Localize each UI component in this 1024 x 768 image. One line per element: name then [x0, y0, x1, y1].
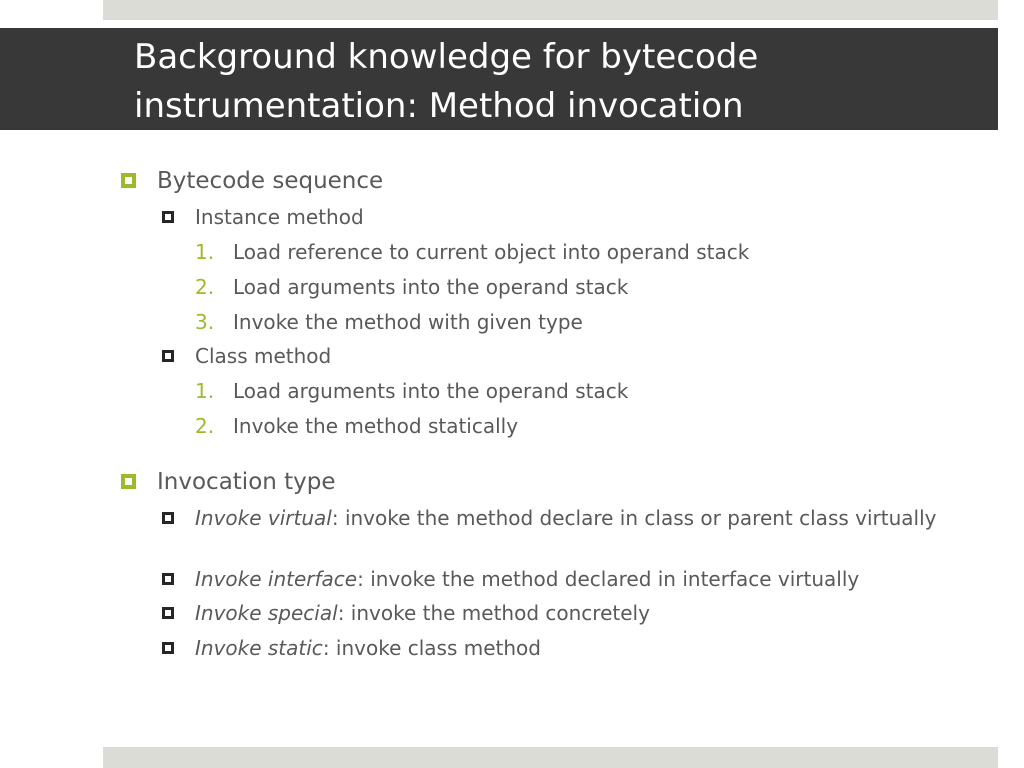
square-bullet-icon: [121, 474, 136, 489]
invocation-item-description: : invoke the method declared in interface virtually: [357, 567, 860, 591]
square-bullet-icon: [121, 173, 136, 188]
bottom-accent-bar: [103, 747, 998, 768]
invocation-item-description: : invoke the method concretely: [337, 601, 650, 625]
invocation-item-description: : invoke class method: [322, 636, 541, 660]
step-text: Load reference to current object into operand stack: [233, 240, 750, 264]
step-number: 3.: [195, 310, 215, 334]
invocation-item-name: Invoke static: [195, 636, 323, 660]
step-number: 2.: [195, 414, 215, 438]
slide-title-line-2: instrumentation: Method invocation: [134, 86, 744, 126]
square-bullet-icon: [162, 607, 174, 619]
invocation-item: [195, 567, 859, 591]
square-bullet-icon: [162, 350, 174, 362]
bullet-instance-method: Instance method: [195, 205, 364, 229]
invocation-item: [195, 506, 965, 530]
square-bullet-icon: [162, 512, 174, 524]
step-text: Load arguments into the operand stack: [233, 379, 629, 403]
slide-title-line-1: Background knowledge for bytecode: [134, 37, 759, 77]
invocation-item-description: : invoke the method declare in class or parent class virtually: [331, 506, 937, 530]
step-number: 2.: [195, 275, 215, 299]
square-bullet-icon: [162, 642, 174, 654]
invocation-item: [195, 636, 541, 660]
step-number: 1.: [195, 379, 215, 403]
square-bullet-icon: [162, 573, 174, 585]
invocation-item-name: Invoke virtual: [195, 506, 332, 530]
invocation-item-name: Invoke special: [195, 601, 338, 625]
invocation-item: [195, 601, 650, 625]
bullet-class-method: Class method: [195, 344, 332, 368]
bullet-invocation-type: Invocation type: [157, 469, 336, 495]
square-bullet-icon: [162, 211, 174, 223]
step-text: Invoke the method statically: [233, 414, 519, 438]
invocation-item-name: Invoke interface: [195, 567, 358, 591]
bullet-bytecode-sequence: Bytecode sequence: [157, 168, 384, 194]
step-text: Invoke the method with given type: [233, 310, 583, 334]
step-text: Load arguments into the operand stack: [233, 275, 629, 299]
step-number: 1.: [195, 240, 215, 264]
